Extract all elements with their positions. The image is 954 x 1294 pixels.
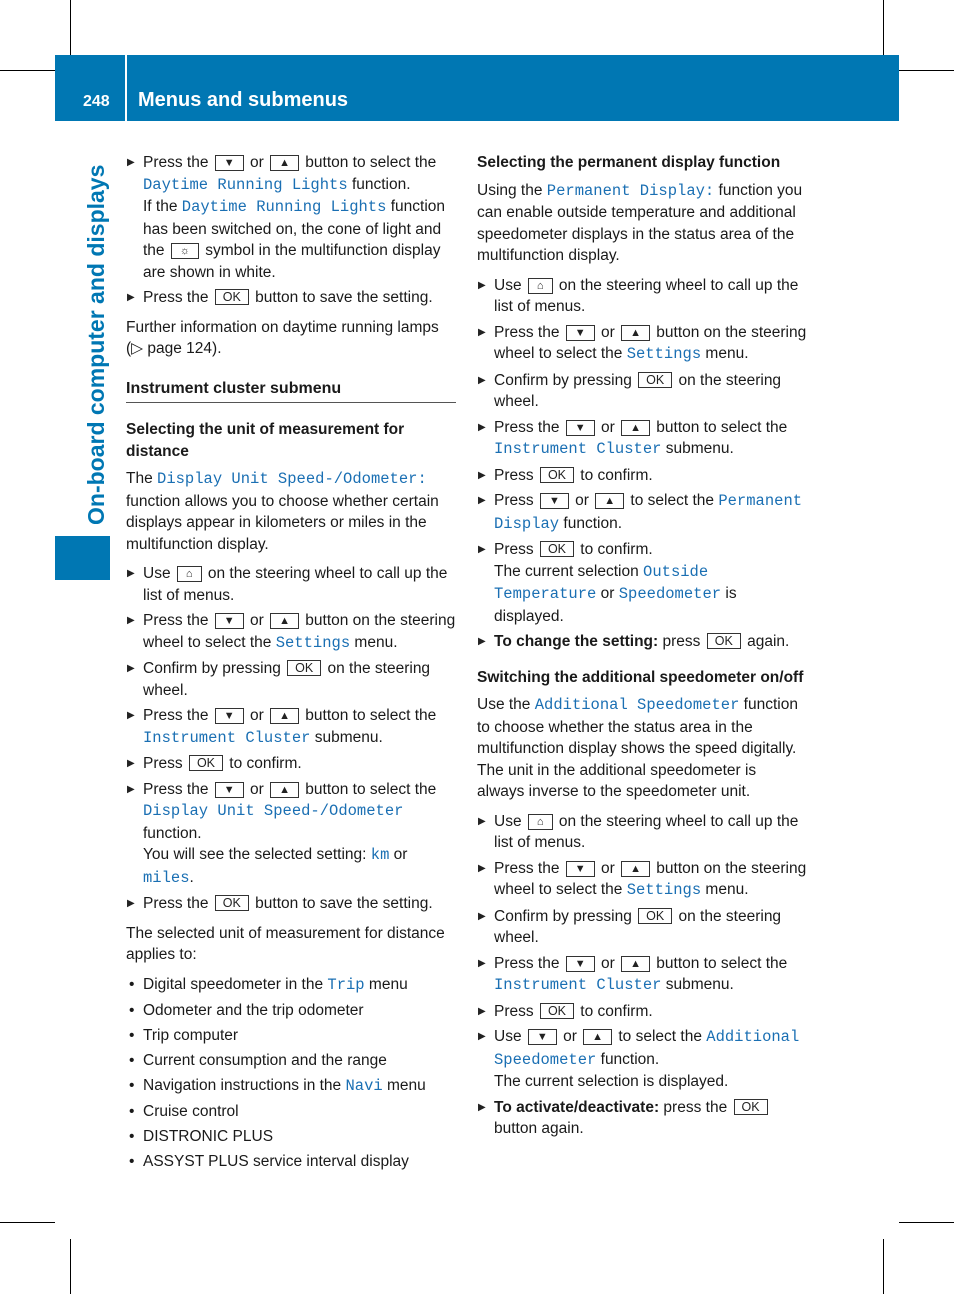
ok-key: OK <box>540 1003 574 1019</box>
up-arrow-key: ▲ <box>270 708 299 724</box>
ok-key: OK <box>734 1099 768 1115</box>
list-item: • Digital speedometer in the Trip menu <box>126 974 456 997</box>
step-item: ▶ Press OK to confirm. <box>477 465 807 487</box>
crop-mark <box>899 1222 954 1223</box>
step-list <box>477 811 807 1140</box>
step-item: ▶ Confirm by pressing OK on the steering wheel. <box>477 370 807 413</box>
ok-key: OK <box>540 467 574 483</box>
page-number: 248 <box>83 93 110 110</box>
step-item: ▶ Use ▼ or ▲ to select the Additional Speedometer function. The current selection is displayed. <box>477 1026 807 1093</box>
up-arrow-key: ▲ <box>595 493 624 509</box>
paragraph: The Display Unit Speed-/Odometer: function allows you to choose whether certain displays appear in kilometers or miles in the multifunction display. <box>126 470 439 553</box>
step-item: ▶ Press ▼ or ▲ to select the Permanent Display function. <box>477 490 807 535</box>
crop-mark <box>899 70 954 71</box>
menu-term: Instrument Cluster <box>494 976 662 994</box>
step-list <box>126 563 456 915</box>
step-item: ▶ To change the setting: press OK again. <box>477 631 807 653</box>
ok-key: OK <box>189 755 223 771</box>
step-item: ▶ Use ⌂ on the steering wheel to call up the list of menus. <box>477 275 807 318</box>
down-arrow-key: ▼ <box>566 956 595 972</box>
down-arrow-key: ▼ <box>566 420 595 436</box>
paragraph: Use the Additional Speedometer function to choose whether the status area in the multifunction display shows the speed digitally. The unit in the additional speedometer is always inverse to the speedometer unit. <box>477 696 798 800</box>
list-item: • Cruise control <box>126 1101 456 1123</box>
menu-term: Daytime Running Lights <box>181 198 387 216</box>
home-icon: ⌂ <box>528 814 553 830</box>
home-icon: ⌂ <box>528 278 553 294</box>
menu-term: Settings <box>275 633 351 652</box>
up-arrow-key: ▲ <box>621 420 650 436</box>
menu-term: Daytime Running Lights <box>143 175 348 194</box>
menu-term: miles <box>143 868 190 887</box>
down-arrow-key: ▼ <box>528 1029 557 1045</box>
section-heading: Instrument cluster submenu <box>126 378 456 404</box>
subsection-heading: Switching the additional speedometer on/off <box>477 668 804 686</box>
down-arrow-key: ▼ <box>566 325 595 341</box>
step-item: ▶ Confirm by pressing OK on the steering wheel. <box>126 658 456 701</box>
ok-key: OK <box>215 289 249 305</box>
list-item: • Trip computer <box>126 1025 456 1047</box>
step-item: ▶ To activate/deactivate: press the OK button again. <box>477 1097 807 1140</box>
step-item: ▶ Press the ▼ or ▲ button on the steering wheel to select the Settings menu. <box>477 858 807 902</box>
crop-mark <box>70 0 71 55</box>
chapter-tab-label: On-board computer and displays <box>83 164 109 525</box>
crop-mark <box>0 1222 55 1223</box>
menu-term: Settings <box>626 881 702 899</box>
ok-key: OK <box>638 908 672 924</box>
ok-key: OK <box>215 895 249 911</box>
menu-term: Trip <box>327 975 365 994</box>
crop-mark <box>70 1239 71 1294</box>
menu-term: Instrument Cluster <box>143 728 311 747</box>
menu-term: Navi <box>345 1076 383 1095</box>
page-title: Menus and submenus <box>138 89 349 111</box>
step-item: ▶ Press the OK button to save the setting. <box>126 287 456 309</box>
ok-key: OK <box>707 633 741 649</box>
step-item: ▶ Press OK to confirm. <box>477 1001 807 1023</box>
subsection-heading: Selecting the unit of measurement for distance <box>126 421 405 460</box>
menu-term: Outside Temperature <box>494 562 709 603</box>
right-column <box>477 152 807 1148</box>
step-item: ▶ Use ⌂ on the steering wheel to call up the list of menus. <box>477 811 807 854</box>
step-item: ▶ Press the ▼ or ▲ button on the steering wheel to select the Settings menu. <box>477 322 807 366</box>
up-arrow-key: ▲ <box>621 861 650 877</box>
home-icon: ⌂ <box>177 566 202 582</box>
up-arrow-key: ▲ <box>270 155 299 171</box>
step-item: ▶ Press the ▼ or ▲ button to select the Instrument Cluster submenu. <box>477 953 807 997</box>
step-item: ▶ Press the OK button to save the setting. <box>126 893 456 915</box>
bullet-list <box>126 974 456 1173</box>
ok-key: OK <box>287 660 321 676</box>
menu-term: Additional Speedometer <box>494 1028 800 1069</box>
paragraph: Using the Permanent Display: function you can enable outside temperature and additional speedometer displays in the status area of the multifunction display. <box>477 181 803 264</box>
menu-term: Additional Speedometer <box>534 696 740 714</box>
paragraph: The selected unit of measurement for distance applies to: <box>126 924 445 963</box>
up-arrow-key: ▲ <box>621 956 650 972</box>
subsection-heading: Selecting the permanent display function <box>477 154 781 171</box>
light-symbol-icon: ☼ <box>171 243 199 259</box>
list-item: • ASSYST PLUS service interval display <box>126 1151 456 1173</box>
down-arrow-key: ▼ <box>215 613 244 629</box>
list-item: • Navigation instructions in the Navi menu <box>126 1075 456 1098</box>
step-list <box>477 275 807 653</box>
menu-term: Display Unit Speed-/Odometer: <box>157 470 427 488</box>
menu-term: Settings <box>626 345 702 363</box>
chapter-tab-marker <box>55 536 110 580</box>
ok-key: OK <box>638 372 672 388</box>
list-item: • DISTRONIC PLUS <box>126 1126 456 1148</box>
down-arrow-key: ▼ <box>215 155 244 171</box>
crop-mark <box>0 70 55 71</box>
menu-term: Permanent Display: <box>546 181 715 200</box>
list-item: • Current consumption and the range <box>126 1050 456 1072</box>
menu-term: Speedometer <box>618 585 722 603</box>
left-column <box>126 152 456 1176</box>
step-item: ▶ Confirm by pressing OK on the steering wheel. <box>477 906 807 949</box>
step-item: ▶ Press the ▼ or ▲ button to select the Instrument Cluster submenu. <box>477 417 807 461</box>
step-item: ▶ Press the ▼ or ▲ button to select the Instrument Cluster submenu. <box>126 705 456 749</box>
menu-term: Permanent Display <box>494 492 803 533</box>
crop-mark <box>883 0 884 55</box>
step-item: ▶ Press the ▼ or ▲ button on the steering wheel to select the Settings menu. <box>126 610 456 654</box>
down-arrow-key: ▼ <box>540 493 569 509</box>
menu-term: Display Unit Speed-/Odometer <box>143 802 404 820</box>
up-arrow-key: ▲ <box>621 325 650 341</box>
step-item: ▶ Press the ▼ or ▲ button to select the Daytime Running Lights function. If the Daytime Running Lights function has been switched on, the cone of light and the ☼ symbol in the multifunction display are shown in white. <box>126 152 456 283</box>
up-arrow-key: ▲ <box>583 1029 612 1045</box>
header-divider <box>125 55 127 121</box>
paragraph: Further information on daytime running lamps (▷ page 124). <box>126 318 439 357</box>
ok-key: OK <box>540 541 574 557</box>
step-list <box>126 152 456 309</box>
up-arrow-key: ▲ <box>270 782 299 798</box>
step-item: ▶ Press OK to confirm. The current selection Outside Temperature or Speedometer is displayed. <box>477 539 807 627</box>
down-arrow-key: ▼ <box>215 708 244 724</box>
down-arrow-key: ▼ <box>215 782 244 798</box>
menu-term: km <box>370 846 390 864</box>
list-item: • Odometer and the trip odometer <box>126 1000 456 1022</box>
crop-mark <box>883 1239 884 1294</box>
down-arrow-key: ▼ <box>566 861 595 877</box>
page-header <box>55 55 899 121</box>
step-item: ▶ Press OK to confirm. <box>126 753 456 775</box>
up-arrow-key: ▲ <box>270 613 299 629</box>
step-item: ▶ Press the ▼ or ▲ button to select the Display Unit Speed-/Odometer function. You will see the selected setting: km or miles. <box>126 779 456 890</box>
menu-term: Instrument Cluster <box>494 440 662 458</box>
step-item: ▶ Use ⌂ on the steering wheel to call up the list of menus. <box>126 563 456 606</box>
